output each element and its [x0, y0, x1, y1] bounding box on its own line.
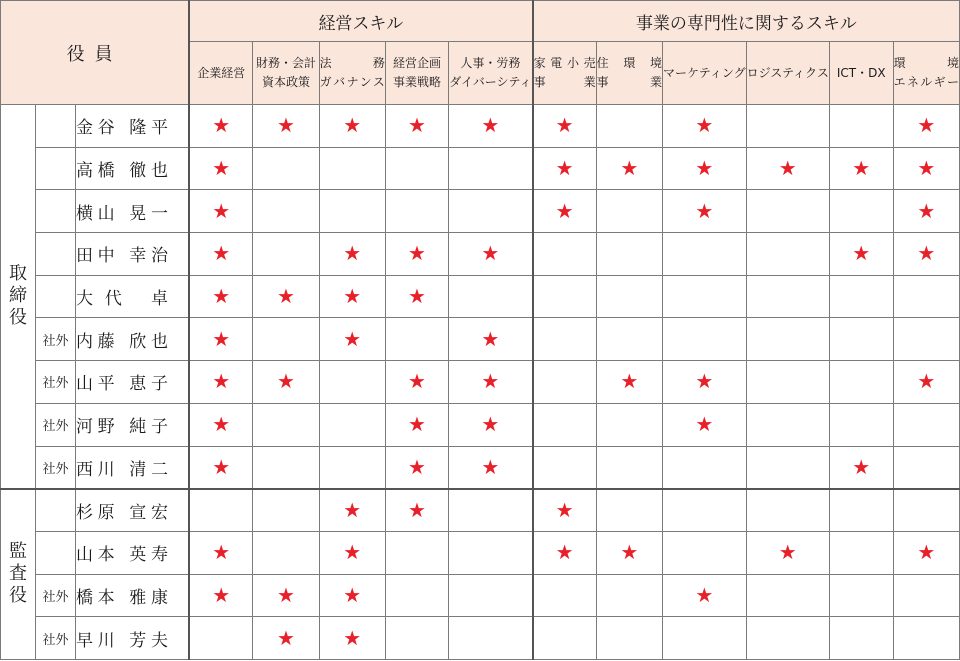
skill-cell	[449, 190, 533, 233]
skill-cell	[319, 403, 385, 446]
skill-cell	[253, 617, 319, 660]
officer-name: 横山 晃一	[75, 203, 168, 224]
skill-cell	[189, 147, 253, 190]
skill-cell	[533, 190, 597, 233]
skill-cell	[829, 318, 893, 361]
star-icon: ★	[852, 454, 871, 479]
skill-cell	[893, 105, 959, 148]
skill-cell	[746, 318, 829, 361]
skill-cell	[663, 361, 747, 404]
skill-cell	[893, 574, 959, 617]
officer-name: 山平 恵子	[75, 374, 168, 395]
skill-header-line: 環 境	[893, 56, 959, 70]
star-icon: ★	[555, 540, 574, 565]
outside-marker: 社外	[36, 361, 76, 404]
officer-row	[1, 617, 960, 660]
skill-cell	[385, 318, 449, 361]
skill-cell	[253, 318, 319, 361]
outside-marker: 社外	[36, 318, 76, 361]
specialty-skills-header: 事業の専門性に関するスキル	[533, 1, 960, 42]
star-icon: ★	[408, 412, 426, 437]
skill-cell	[533, 489, 597, 532]
skill-header-line: 資本政策	[261, 75, 310, 89]
skill-cell	[449, 275, 533, 318]
star-icon: ★	[212, 369, 231, 394]
skill-cell	[253, 190, 319, 233]
skill-header-line: 法 務	[319, 56, 385, 70]
star-icon: ★	[212, 454, 231, 479]
officer-row	[1, 190, 960, 233]
officer-name: 河野 純子	[75, 417, 168, 438]
star-icon: ★	[620, 156, 639, 181]
star-icon: ★	[212, 156, 231, 181]
officer-row	[1, 318, 960, 361]
skill-cell	[663, 446, 747, 489]
skill-cell	[893, 361, 959, 404]
skill-cell	[189, 489, 253, 532]
star-icon: ★	[408, 369, 426, 394]
outside-marker	[36, 275, 76, 318]
star-icon: ★	[695, 113, 714, 138]
skill-cell	[449, 105, 533, 148]
skill-cell	[829, 489, 893, 532]
skill-cell	[385, 147, 449, 190]
skill-cell	[829, 190, 893, 233]
star-icon: ★	[276, 284, 295, 309]
skill-cell	[746, 361, 829, 404]
officers-header: 役員	[1, 1, 190, 105]
skill-cell	[596, 318, 662, 361]
role-label	[1, 105, 36, 489]
outside-marker	[36, 489, 76, 532]
officer-name: 杉原 宣宏	[75, 502, 168, 523]
officer-name-cell	[75, 190, 189, 233]
skill-cell	[746, 275, 829, 318]
officer-name: 西川 清二	[75, 459, 168, 480]
officer-name-cell	[75, 489, 189, 532]
skill-header-6	[596, 42, 662, 105]
skill-header-line: 事 業	[533, 75, 596, 89]
outside-marker	[36, 233, 76, 276]
star-icon: ★	[343, 241, 362, 266]
outside-marker	[36, 105, 76, 148]
skill-cell	[189, 574, 253, 617]
skill-cell	[596, 403, 662, 446]
skill-cell	[319, 105, 385, 148]
skill-cell	[746, 531, 829, 574]
star-icon: ★	[481, 412, 500, 437]
outside-marker	[36, 147, 76, 190]
star-icon: ★	[917, 198, 936, 223]
skill-cell	[189, 318, 253, 361]
matrix-body	[1, 105, 960, 660]
star-icon: ★	[212, 241, 231, 266]
officer-name-cell	[75, 574, 189, 617]
officer-name: 田中 幸治	[75, 246, 168, 267]
star-icon: ★	[408, 241, 426, 266]
skill-cell	[189, 105, 253, 148]
skill-cell	[746, 489, 829, 532]
officer-name: 高橋 徹也	[75, 161, 168, 182]
skill-cell	[893, 275, 959, 318]
officer-name: 内藤 欣也	[75, 331, 168, 352]
skill-cell	[319, 147, 385, 190]
skill-cell	[189, 446, 253, 489]
skill-cell	[663, 233, 747, 276]
skill-cell	[829, 574, 893, 617]
skill-cell	[385, 446, 449, 489]
star-icon: ★	[343, 113, 362, 138]
skill-cell	[533, 147, 597, 190]
officer-row	[1, 233, 960, 276]
skill-header-5	[533, 42, 597, 105]
skill-cell	[189, 233, 253, 276]
star-icon: ★	[343, 625, 362, 650]
skill-cell	[533, 617, 597, 660]
star-icon: ★	[481, 326, 500, 351]
star-icon: ★	[481, 369, 500, 394]
star-icon: ★	[212, 113, 231, 138]
skill-cell	[189, 275, 253, 318]
skill-cell	[829, 617, 893, 660]
star-icon: ★	[555, 198, 574, 223]
outside-marker	[36, 531, 76, 574]
skill-cell	[449, 318, 533, 361]
skill-cell	[663, 105, 747, 148]
skill-cell	[253, 147, 319, 190]
star-icon: ★	[695, 198, 714, 223]
skill-header-line: 財務・会計	[255, 56, 316, 70]
skill-cell	[596, 361, 662, 404]
skill-cell	[596, 574, 662, 617]
skill-cell	[533, 531, 597, 574]
skill-cell	[385, 361, 449, 404]
skill-cell	[449, 233, 533, 276]
star-icon: ★	[695, 582, 714, 607]
star-icon: ★	[212, 326, 231, 351]
officer-name: 早川 芳夫	[75, 630, 168, 651]
skill-cell	[319, 190, 385, 233]
skill-cell	[189, 617, 253, 660]
skill-cell	[449, 574, 533, 617]
skill-cell	[663, 531, 747, 574]
skill-header-7	[663, 42, 747, 105]
skill-header-line: 企業経営	[197, 65, 246, 80]
role-label-char: 役	[9, 307, 27, 329]
star-icon: ★	[276, 369, 295, 394]
role-label-char: 役	[9, 585, 27, 607]
skill-cell	[319, 489, 385, 532]
skill-cell	[829, 147, 893, 190]
skill-cell	[385, 190, 449, 233]
skill-cell	[385, 489, 449, 532]
skill-header-line: 住 環 境	[596, 56, 663, 70]
officer-row	[1, 275, 960, 318]
role-label-char: 監	[9, 541, 27, 563]
skill-cell	[746, 617, 829, 660]
star-icon: ★	[212, 198, 231, 223]
skill-header-2	[319, 42, 385, 105]
skill-cell	[533, 361, 597, 404]
skill-cell	[319, 233, 385, 276]
skill-cell	[319, 361, 385, 404]
skill-cell	[189, 361, 253, 404]
star-icon: ★	[778, 540, 797, 565]
role-label-char: 取	[9, 263, 27, 285]
star-icon: ★	[481, 454, 500, 479]
skill-cell	[385, 233, 449, 276]
skill-cell	[449, 531, 533, 574]
skill-cell	[596, 105, 662, 148]
skill-cell	[663, 147, 747, 190]
skill-cell	[449, 617, 533, 660]
skill-header-line: 人事・労務	[460, 56, 521, 70]
skill-header-line: 事業戦略	[392, 75, 441, 89]
star-icon: ★	[343, 326, 362, 351]
skill-cell	[253, 489, 319, 532]
officer-name: 金谷 隆平	[75, 118, 168, 139]
officer-name-cell	[75, 617, 189, 660]
star-icon: ★	[620, 369, 639, 394]
skill-cell	[829, 403, 893, 446]
skill-cell	[533, 233, 597, 276]
skill-header-line: 経営企画	[392, 56, 441, 70]
officer-name-cell	[75, 446, 189, 489]
star-icon: ★	[917, 113, 936, 138]
skill-cell	[596, 617, 662, 660]
skill-cell	[189, 403, 253, 446]
skill-cell	[893, 446, 959, 489]
star-icon: ★	[212, 412, 231, 437]
outside-marker: 社外	[36, 446, 76, 489]
skill-cell	[746, 233, 829, 276]
skill-header-line: エネルギー	[893, 75, 959, 89]
skill-cell	[829, 105, 893, 148]
skill-header-0	[189, 42, 253, 105]
skill-cell	[319, 446, 385, 489]
star-icon: ★	[276, 113, 295, 138]
skill-cell	[385, 275, 449, 318]
skill-cell	[596, 190, 662, 233]
skill-cell	[746, 403, 829, 446]
skill-cell	[385, 617, 449, 660]
star-icon: ★	[408, 113, 426, 138]
star-icon: ★	[555, 497, 574, 522]
skill-cell	[189, 190, 253, 233]
officer-row	[1, 489, 960, 532]
skill-header-line: マーケティング	[663, 65, 746, 80]
outside-marker: 社外	[36, 617, 76, 660]
skill-cell	[253, 105, 319, 148]
skill-cell	[829, 361, 893, 404]
management-skills-header: 経営スキル	[189, 1, 532, 42]
skill-header-4	[449, 42, 533, 105]
skill-cell	[829, 233, 893, 276]
skill-cell	[746, 574, 829, 617]
skill-header-line: 事 業	[596, 75, 663, 89]
outside-marker: 社外	[36, 574, 76, 617]
skill-cell	[533, 105, 597, 148]
officer-row	[1, 361, 960, 404]
skill-cell	[893, 617, 959, 660]
star-icon: ★	[852, 241, 871, 266]
skill-cell	[253, 361, 319, 404]
role-label-char: 査	[9, 563, 27, 585]
skill-header-9	[829, 42, 893, 105]
star-icon: ★	[481, 113, 500, 138]
skill-cell	[893, 403, 959, 446]
star-icon: ★	[695, 156, 714, 181]
skill-cell	[533, 275, 597, 318]
skill-cell	[596, 233, 662, 276]
star-icon: ★	[212, 284, 231, 309]
skill-cell	[385, 105, 449, 148]
skill-cell	[829, 446, 893, 489]
skill-cell	[663, 489, 747, 532]
star-icon: ★	[917, 156, 936, 181]
skill-cell	[253, 446, 319, 489]
officer-name: 大代 卓	[75, 289, 168, 310]
star-icon: ★	[276, 625, 295, 650]
star-icon: ★	[778, 156, 797, 181]
skill-cell	[746, 446, 829, 489]
skill-cell	[189, 531, 253, 574]
star-icon: ★	[343, 540, 362, 565]
star-icon: ★	[343, 582, 362, 607]
star-icon: ★	[620, 540, 639, 565]
skill-header-line: ロジスティクス	[746, 65, 829, 80]
skill-cell	[533, 318, 597, 361]
star-icon: ★	[917, 369, 936, 394]
officer-row	[1, 574, 960, 617]
star-icon: ★	[343, 497, 362, 522]
star-icon: ★	[917, 241, 936, 266]
skill-cell	[893, 318, 959, 361]
skill-cell	[385, 403, 449, 446]
officer-name-cell	[75, 531, 189, 574]
skill-cell	[533, 574, 597, 617]
skill-cell	[319, 574, 385, 617]
skill-cell	[893, 147, 959, 190]
role-label-char: 締	[9, 285, 27, 307]
star-icon: ★	[852, 156, 871, 181]
star-icon: ★	[555, 156, 574, 181]
skill-header-line: ガバナンス	[319, 75, 385, 89]
skill-cell	[663, 318, 747, 361]
skill-cell	[596, 489, 662, 532]
officer-row	[1, 531, 960, 574]
skill-cell	[746, 190, 829, 233]
skill-cell	[893, 233, 959, 276]
skill-cell	[893, 489, 959, 532]
skill-cell	[596, 275, 662, 318]
skill-cell	[746, 147, 829, 190]
skill-cell	[449, 489, 533, 532]
star-icon: ★	[276, 582, 295, 607]
skill-header-1	[253, 42, 319, 105]
skill-header-3	[385, 42, 449, 105]
star-icon: ★	[481, 241, 500, 266]
outside-marker	[36, 190, 76, 233]
skill-cell	[663, 574, 747, 617]
skill-cell	[319, 318, 385, 361]
star-icon: ★	[695, 412, 714, 437]
skill-cell	[385, 531, 449, 574]
officer-name-cell	[75, 105, 189, 148]
officer-name: 山本 英寿	[75, 545, 168, 566]
skill-header-8	[746, 42, 829, 105]
skill-header-10	[893, 42, 959, 105]
skill-cell	[663, 617, 747, 660]
star-icon: ★	[343, 284, 362, 309]
outside-marker: 社外	[36, 403, 76, 446]
skill-cell	[829, 275, 893, 318]
star-icon: ★	[555, 113, 574, 138]
skill-cell	[253, 403, 319, 446]
skill-cell	[663, 403, 747, 446]
skill-cell	[746, 105, 829, 148]
skill-cell	[663, 190, 747, 233]
star-icon: ★	[212, 540, 231, 565]
skill-cell	[596, 147, 662, 190]
skill-cell	[253, 275, 319, 318]
skill-cell	[319, 617, 385, 660]
skill-header-line: ICT・DX	[836, 65, 886, 80]
skill-cell	[253, 531, 319, 574]
skill-cell	[663, 275, 747, 318]
officer-row	[1, 446, 960, 489]
skill-cell	[596, 531, 662, 574]
star-icon: ★	[408, 284, 426, 309]
officer-row	[1, 147, 960, 190]
officer-row	[1, 105, 960, 148]
skill-cell	[596, 446, 662, 489]
skill-cell	[893, 190, 959, 233]
star-icon: ★	[408, 454, 426, 479]
skill-cell	[253, 574, 319, 617]
skill-cell	[319, 531, 385, 574]
star-icon: ★	[212, 582, 231, 607]
skill-cell	[829, 531, 893, 574]
star-icon: ★	[695, 369, 714, 394]
officer-name-cell	[75, 275, 189, 318]
skill-cell	[449, 446, 533, 489]
skill-header-line: 家電小売	[533, 56, 596, 70]
skill-cell	[449, 403, 533, 446]
officer-name-cell	[75, 318, 189, 361]
officer-name-cell	[75, 403, 189, 446]
skill-cell	[449, 147, 533, 190]
officer-name-cell	[75, 361, 189, 404]
role-label	[1, 489, 36, 660]
officer-row	[1, 403, 960, 446]
skill-cell	[253, 233, 319, 276]
officer-name: 橋本 雅康	[75, 587, 168, 608]
skill-cell	[319, 275, 385, 318]
officer-name-cell	[75, 147, 189, 190]
star-icon: ★	[917, 540, 936, 565]
skill-cell	[533, 446, 597, 489]
skill-cell	[449, 361, 533, 404]
skill-cell	[533, 403, 597, 446]
skill-cell	[385, 574, 449, 617]
officer-name-cell	[75, 233, 189, 276]
skill-header-line: ダイバーシティ	[449, 75, 532, 89]
skill-cell	[893, 531, 959, 574]
star-icon: ★	[408, 497, 426, 522]
